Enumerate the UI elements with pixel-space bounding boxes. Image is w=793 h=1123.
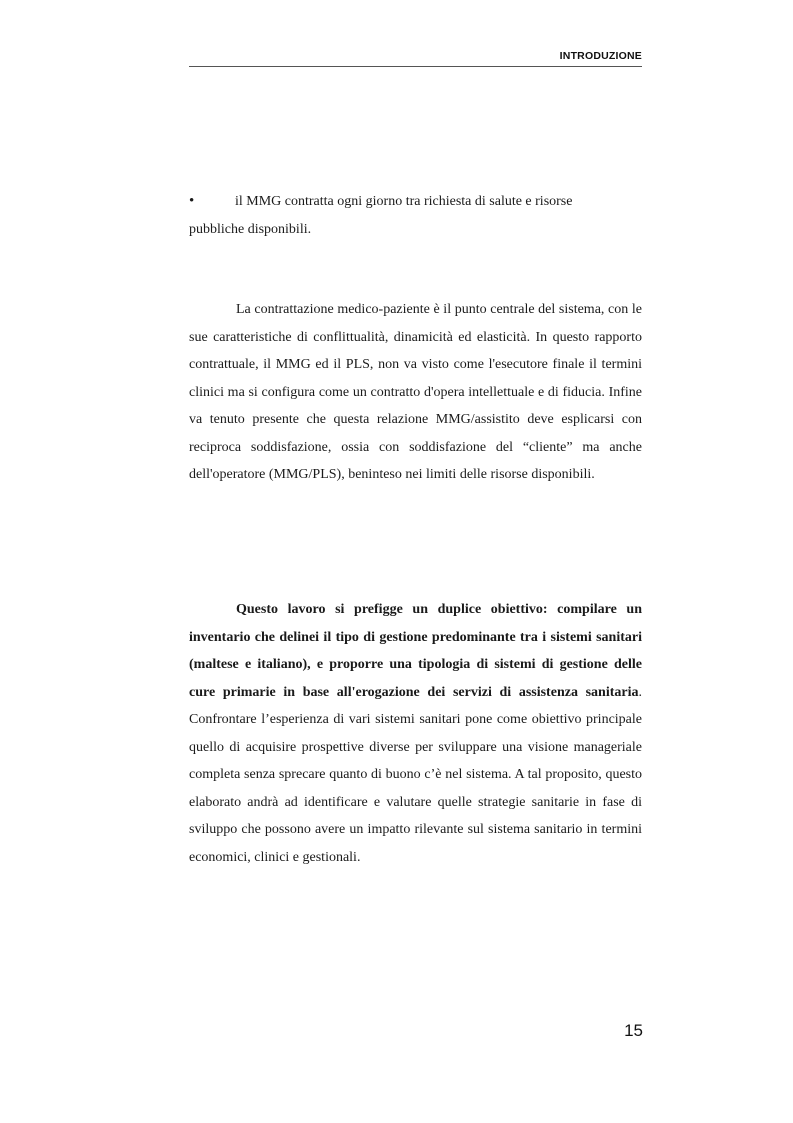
paragraph-contrattazione: La contrattazione medico-paziente è il punto centrale del sistema, con le sue caratteristiche di conflittualità, dinamicità ed elasticità. In questo rapporto contrattuale, il MMG ed il PLS, non va visto come l'esecutore finale il termini clinici ma si configura come un contratto d'opera intellettuale e di fiducia. Infine va tenuto presente che questa relazione MMG/assistito deve esplicarsi con reciproca soddisfazione, ossia con soddisfazione del “cliente” ma anche dell'operatore (MMG/PLS), beninteso nei limiti delle risorse disponibili. xyxy=(189,302,642,482)
bullet-item xyxy=(189,188,642,243)
page-number: 15 xyxy=(624,1021,643,1040)
running-header xyxy=(189,49,642,67)
paragraph-obiettivo-bold: Questo lavoro si prefigge un duplice obiettivo: compilare un inventario che delinei il tipo di gestione predominante tra i sistemi sanitari (maltese e italiano), e proporre una tipologia di sistemi di gestione delle cure primarie in base all'erogazione dei servizi di assistenza sanitaria xyxy=(189,602,642,700)
bullet-text-line2: pubbliche disponibili. xyxy=(189,221,312,237)
header-title: INTRODUZIONE xyxy=(559,50,642,62)
paragraph-obiettivo-normal: . Confrontare l’esperienza di vari sistemi sanitari pone come obiettivo principale quello di acquisire prospettive diverse per sviluppare una visione manageriale completa senza sprecare quanto di buono c’è nel sistema. A tal proposito, questo elaborato andrà ad identificare e valutare quelle strategie sanitarie in fase di sviluppo che possono avere un impatto rilevante sul sistema sanitario in termini economici, clinici e gestionali. xyxy=(189,684,642,865)
bullet-icon: • xyxy=(189,193,195,209)
paragraph-obiettivo xyxy=(189,596,642,871)
bullet-text-line1: il MMG contratta ogni giorno tra richiesta di salute e risorse xyxy=(235,194,573,209)
